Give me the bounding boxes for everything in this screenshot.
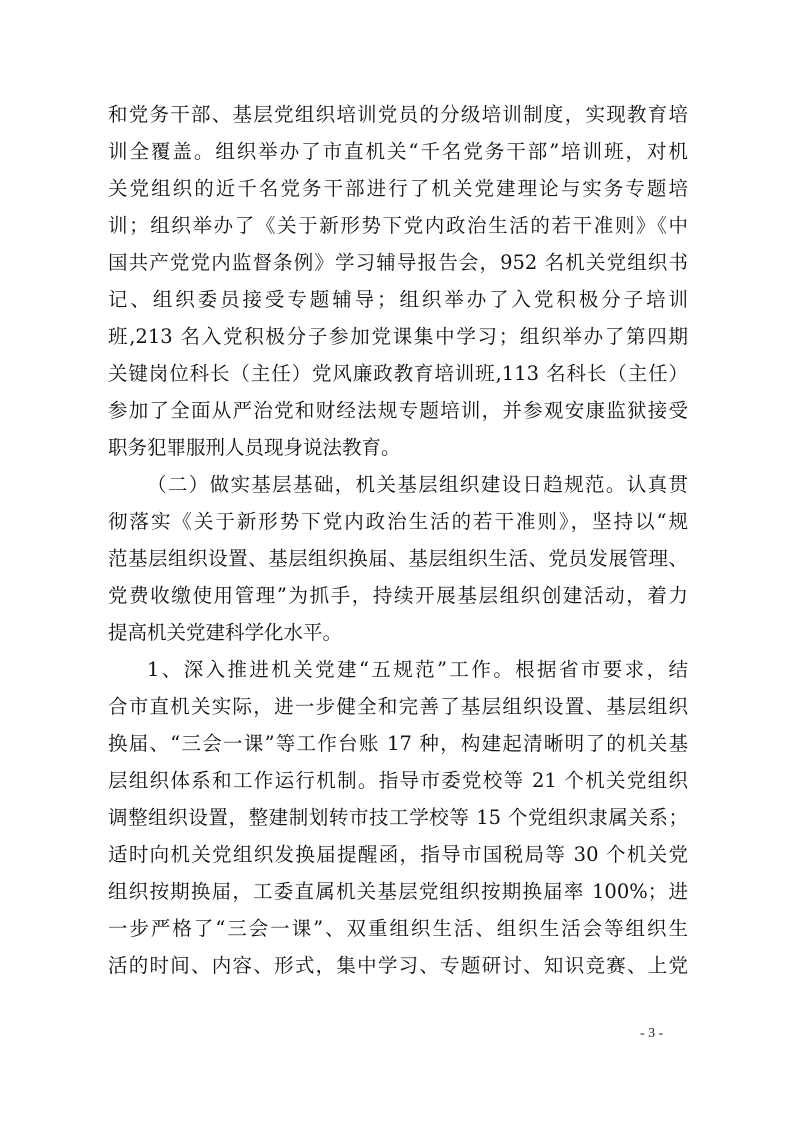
text-line: 关键岗位科长（主任）党风廉政教育培训班,113 名科长（主任） xyxy=(108,362,688,385)
text-line: 提高机关党建科学化水平。 xyxy=(108,621,343,644)
text-line: 组织按期换届，工委直属机关基层党组织按期换届率 100%；进 xyxy=(108,880,688,903)
text-line: 范基层组织设置、基层组织换届、基层组织生活、党员发展管理、 xyxy=(108,547,688,570)
text-line: 活的时间、内容、形式，集中学习、专题研讨、知识竞赛、上党 xyxy=(108,954,688,977)
body-text xyxy=(108,96,688,984)
text-line: 职务犯罪服刑人员现身说法教育。 xyxy=(108,436,401,459)
text-line: 参加了全面从严治党和财经法规专题培训，并参观安康监狱接受 xyxy=(108,399,688,422)
subsection-heading-line: 1、深入推进机关党建“五规范”工作。根据省市要求，结 xyxy=(147,658,688,681)
text-line: 党费收缴使用管理”为抓手，持续开展基层组织创建活动，着力 xyxy=(108,584,688,607)
text-line: 训全覆盖。组织举办了市直机关“千名党务干部”培训班，对机 xyxy=(108,140,688,163)
text-line: 训；组织举办了《关于新形势下党内政治生活的若干准则》《中 xyxy=(108,214,688,237)
text-line: 调整组织设置，整建制划转市技工学校等 15 个党组织隶属关系； xyxy=(108,806,688,829)
text-line: 彻落实《关于新形势下党内政治生活的若干准则》，坚持以“规 xyxy=(108,510,688,533)
text-line: 适时向机关党组织发换届提醒函，指导市国税局等 30 个机关党 xyxy=(108,843,688,866)
page-number: - 3 - xyxy=(640,1026,664,1041)
text-line: 记、组织委员接受专题辅导；组织举办了入党积极分子培训 xyxy=(108,288,688,311)
text-line: 一步严格了“三会一课”、双重组织生活、组织生活会等组织生 xyxy=(108,917,688,940)
section-heading-line: （二）做实基层基础，机关基层组织建设日趋规范。认真贯 xyxy=(147,473,688,496)
text-line: 层组织体系和工作运行机制。指导市委党校等 21 个机关党组织 xyxy=(108,769,688,792)
text-line: 合市直机关实际，进一步健全和完善了基层组织设置、基层组织 xyxy=(108,695,688,718)
text-line: 国共产党党内监督条例》学习辅导报告会，952 名机关党组织书 xyxy=(108,251,688,274)
text-line: 关党组织的近千名党务干部进行了机关党建理论与实务专题培 xyxy=(108,177,688,200)
text-line: 班,213 名入党积极分子参加党课集中学习；组织举办了第四期 xyxy=(108,325,688,348)
text-line: 和党务干部、基层党组织培训党员的分级培训制度，实现教育培 xyxy=(108,103,688,126)
text-line: 换届、“三会一课”等工作台账 17 种，构建起清晰明了的机关基 xyxy=(108,732,688,755)
